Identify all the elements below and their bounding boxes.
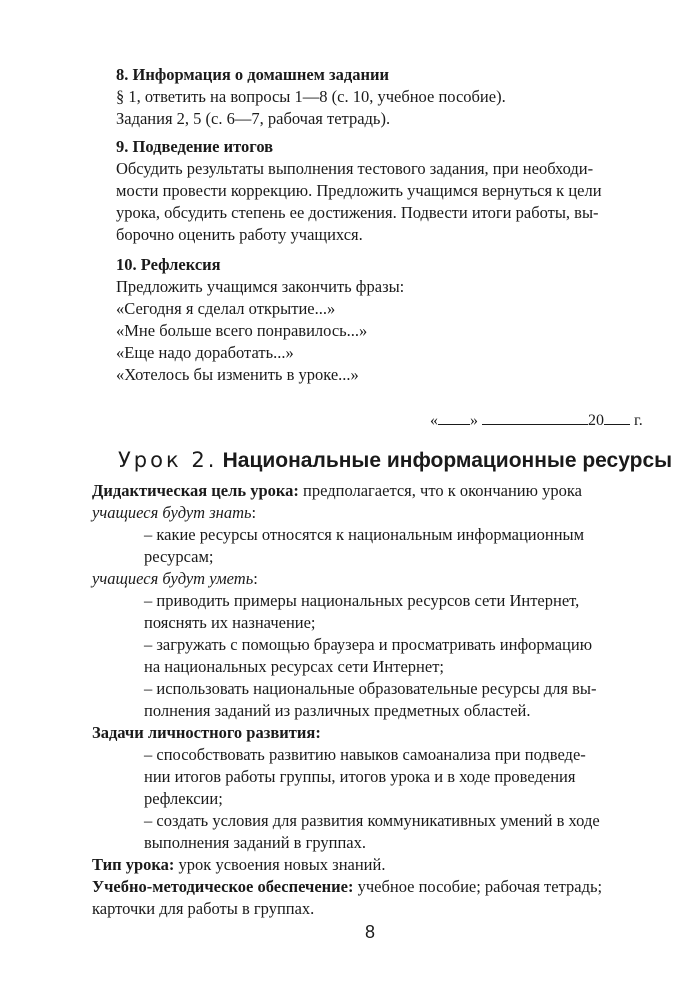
know-label: учащиеся будут знать — [92, 503, 252, 522]
paragraph-line: мости провести коррекцию. Предложить учащимся вернуться к цели — [116, 181, 602, 200]
section-summary — [116, 136, 602, 246]
list-item-line: – способствовать развитию навыков самоанализа при подведе- — [144, 745, 586, 764]
list-item — [92, 810, 602, 854]
type-label: Тип урока: — [92, 855, 175, 874]
list-item-line: ресурсам; — [144, 547, 214, 566]
list-item-line: – загружать с помощью браузера и просматривать информацию — [144, 635, 593, 654]
section-heading: 9. Подведение итогов — [116, 137, 274, 156]
date-open-quote: « — [430, 412, 438, 429]
paragraph-line: «Еще надо доработать...» — [116, 343, 294, 362]
paragraph-line: § 1, ответить на вопросы 1—8 (с. 10, учебное пособие). — [116, 87, 506, 106]
goal-line — [92, 480, 602, 502]
lesson-number: Урок 2. — [118, 448, 218, 472]
can-colon: : — [253, 569, 258, 588]
list-item-line: рефлексии; — [144, 789, 223, 808]
list-item — [92, 678, 602, 722]
support-line-2: карточки для работы в группах. — [92, 899, 315, 918]
goal-text: предполагается, что к окончанию урока — [303, 481, 582, 500]
lesson-body — [92, 480, 602, 920]
list-item-line: выполнения заданий в группах. — [144, 833, 367, 852]
list-item-line: – приводить примеры национальных ресурсов сети Интернет, — [144, 591, 580, 610]
date-fill-line — [430, 410, 643, 430]
list-item — [92, 590, 602, 634]
can-label: учащиеся будут уметь — [92, 569, 254, 588]
type-text: урок усвоения новых знаний. — [178, 855, 386, 874]
list-item-line: нии итогов работы группы, итогов урока и в ходе проведения — [144, 767, 576, 786]
day-blank — [438, 410, 470, 425]
paragraph-line: борочно оценить работу учащихся. — [116, 225, 363, 244]
support-line — [92, 876, 602, 898]
paragraph-line: Задания 2, 5 (с. 6—7, рабочая тетрадь). — [116, 109, 391, 128]
lesson-title — [118, 448, 672, 473]
list-item-line: полнения заданий из различных предметных областей. — [144, 701, 531, 720]
goal-label: Дидактическая цель урока: — [92, 481, 299, 500]
year-prefix: 20 — [588, 412, 604, 429]
section-reflection — [116, 254, 404, 386]
list-item — [92, 744, 602, 810]
section-homework — [116, 64, 506, 130]
support-label: Учебно-методическое обеспечение: — [92, 877, 354, 896]
section-heading: 10. Рефлексия — [116, 255, 221, 274]
section-heading: 8. Информация о домашнем задании — [116, 65, 390, 84]
know-colon: : — [251, 503, 257, 522]
list-item — [92, 634, 602, 678]
can-line — [92, 568, 602, 590]
paragraph-line: «Хотелось бы изменить в уроке...» — [116, 365, 359, 384]
support-text: учебное пособие; рабочая тетрадь; — [357, 877, 603, 896]
list-item-line: – создать условия для развития коммуникативных умений в ходе — [144, 811, 600, 830]
paragraph-line: Предложить учащимся закончить фразы: — [116, 277, 405, 296]
page-number: 8 — [364, 922, 375, 942]
list-item-line: – какие ресурсы относятся к национальным информационным — [144, 525, 585, 544]
paragraph-line: «Мне больше всего понравилось...» — [116, 321, 368, 340]
year-suffix: г. — [634, 412, 643, 429]
list-item-line: на национальных ресурсах сети Интернет; — [144, 657, 444, 676]
month-blank — [482, 410, 588, 425]
lesson-heading: Национальные информационные ресурсы — [222, 449, 673, 472]
year-blank — [604, 410, 630, 425]
list-item — [92, 524, 602, 568]
type-line — [92, 854, 602, 876]
tasks-label: Задачи личностного развития: — [92, 723, 321, 742]
paragraph-line: «Сегодня я сделал открытие...» — [116, 299, 336, 318]
paragraph-line: урока, обсудить степень ее достижения. Подвести итоги работы, вы- — [116, 203, 599, 222]
know-line — [92, 502, 602, 524]
list-item-line: – использовать национальные образовательные ресурсы для вы- — [144, 679, 597, 698]
paragraph-line: Обсудить результаты выполнения тестового задания, при необходи- — [116, 159, 594, 178]
date-close-quote: » — [470, 412, 478, 429]
list-item-line: пояснять их назначение; — [144, 613, 316, 632]
